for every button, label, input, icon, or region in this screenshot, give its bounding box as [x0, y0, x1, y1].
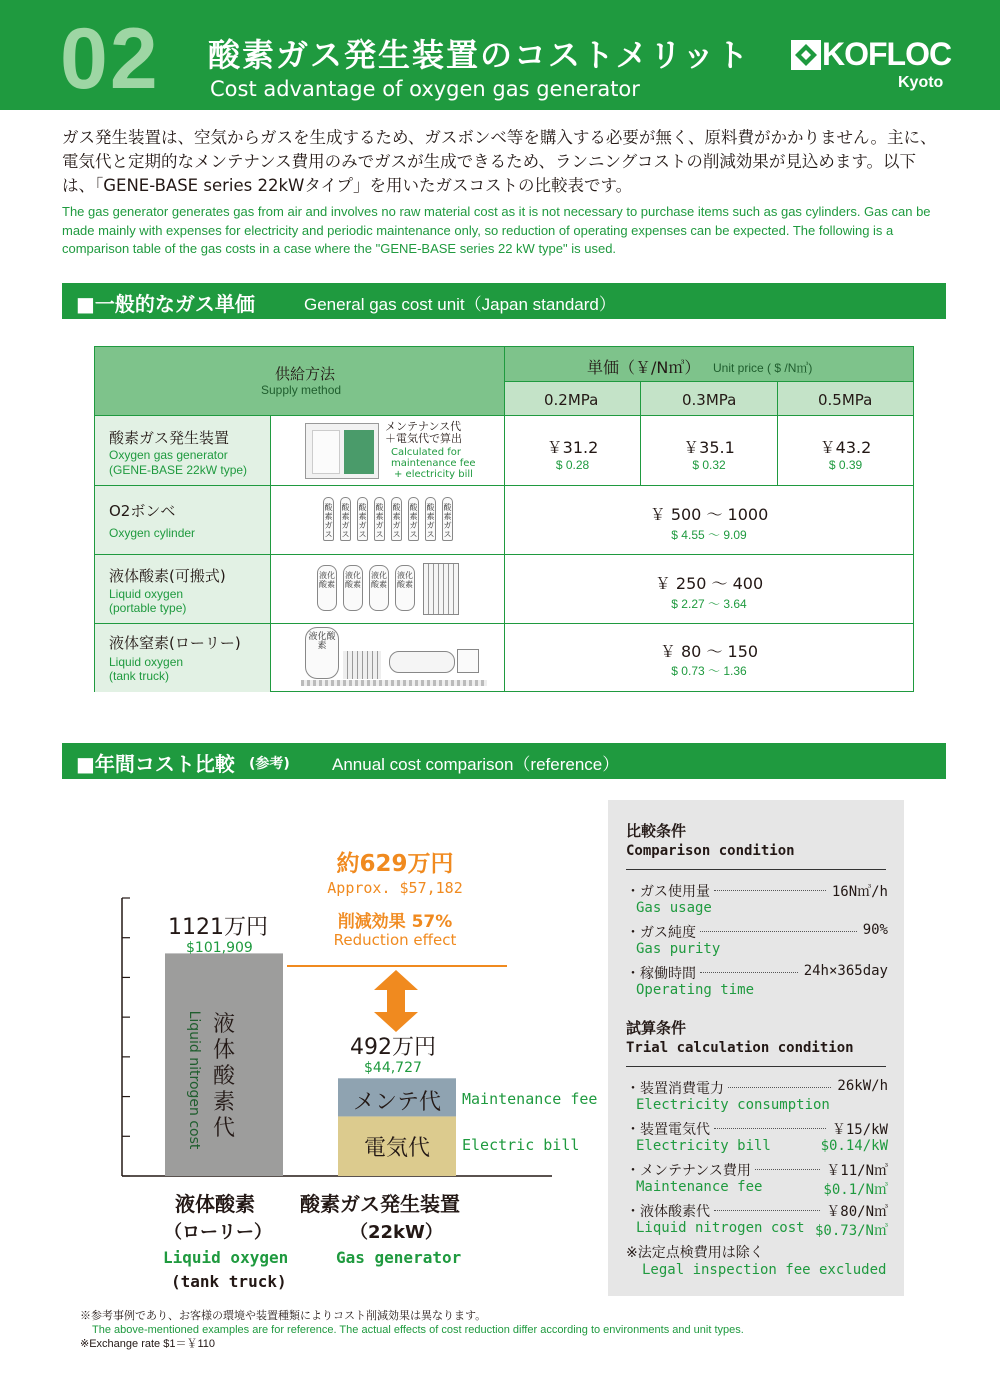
cylinder-icon: 酸素ガス [442, 497, 453, 541]
saving-usd: Approx. $57,182 [327, 879, 463, 897]
condition-key-en: Gas purity [636, 941, 721, 957]
footer-note-3: ※Exchange rate $1＝￥110 [80, 1338, 215, 1350]
condition-value: ￥80/N㎥ [826, 1204, 888, 1220]
row-liquid-truck-en2: (tank truck) [109, 669, 170, 683]
divider [626, 869, 886, 870]
trial-condition-title-en: Trial calculation condition [626, 1040, 854, 1056]
leader-dots [700, 931, 857, 932]
bar2-maint-jp: メンテ代 [352, 1090, 441, 1115]
pressure-0-3: 0.3MPa [682, 391, 737, 409]
page-title-en: Cost advantage of oxygen gas generator [210, 77, 640, 101]
row-generator-jp: 酸素ガス発生装置 [109, 429, 230, 447]
cylinder-icon: 酸素ガス [391, 497, 402, 541]
divider [95, 623, 913, 624]
bar1-inner-en: Liquid nitrogen cost [186, 1010, 202, 1150]
pressure-0-5: 0.5MPa [818, 391, 873, 409]
vaporizer-icon [423, 563, 459, 615]
ground-icon [301, 680, 487, 686]
condition-value: 16N㎥/h [831, 884, 888, 900]
condition-key: ・ガス純度 [626, 925, 696, 941]
saving-reference-line [287, 965, 507, 967]
condition-key: ・装置消費電力 [626, 1081, 724, 1097]
saving-rate: 削減効果 57% [337, 912, 453, 932]
leader-dots [700, 972, 798, 973]
row-liquid-portable-en2: (portable type) [109, 601, 187, 615]
condition-value: ￥11/N㎥ [826, 1163, 888, 1179]
condition-key: ・ガス使用量 [626, 884, 710, 900]
trial-condition-title: 試算条件 [626, 1019, 687, 1037]
supply-method-en: Supply method [261, 383, 342, 397]
category1-en1: Liquid oxygen [163, 1248, 289, 1267]
kofloc-logo-icon [791, 40, 821, 70]
divider [95, 554, 913, 555]
condition-key: ・液体酸素代 [626, 1204, 710, 1220]
generator-price-0-5: ￥43.2 [819, 438, 872, 457]
legal-note-en: Legal inspection fee excluded [642, 1262, 887, 1278]
category2-en1: Gas generator [336, 1248, 462, 1267]
row-liquid-truck-jp: 液体窒素(ローリー) [109, 634, 241, 652]
row-liquid-portable-jp: 液体酸素(可搬式) [109, 567, 226, 585]
condition-key-en: Maintenance fee [636, 1179, 763, 1195]
tank-truck-icon [301, 627, 491, 689]
divider [626, 1066, 886, 1067]
section2-title-jp: ■年間コスト比較 [76, 752, 235, 776]
generator-note-en1: Calculated for [391, 447, 461, 458]
condition-value-en: $0.73/N㎥ [814, 1223, 888, 1239]
generator-unit-icon [305, 423, 379, 479]
intro-text-jp: ガス発生装置は、空気からガスを生成するため、ガスボンベ等を購入する必要が無く、原料費がかかりません。主に、電気代と定期的なメンテナンス費用のみでガスが生成できるため、ランニングコストの削減効果が見込めます。以下は、「GENE-BASE series 22kWタイプ」を用いたガスコストの比較表です。 [62, 128, 937, 195]
condition-value: 90% [862, 922, 888, 938]
row-generator-en2: (GENE-BASE 22kW type) [109, 463, 248, 477]
footer-notes [80, 1309, 744, 1351]
leader-dots [714, 890, 826, 891]
cylinder-icon: 酸素ガス [425, 497, 436, 541]
condition-key-en: Operating time [636, 982, 755, 998]
pressure-0-2: 0.2MPa [544, 391, 599, 409]
divider [95, 415, 913, 416]
generator-price-0-2: ￥31.2 [546, 438, 599, 457]
legal-note-jp: ※法定点検費用は除く [626, 1245, 764, 1261]
row-liquid-truck-en1: Liquid oxygen [109, 655, 184, 669]
category1-jp1: 液体酸素 [175, 1192, 255, 1216]
cylinder-usd: $ 4.55 ～ 9.09 [671, 528, 747, 542]
bar1-inner-jp: 液体酸素代 [212, 1012, 235, 1141]
leader-dots [714, 1210, 820, 1211]
truck-tank-icon [389, 651, 455, 673]
liquid-portable-usd: $ 2.27 ～ 3.64 [671, 597, 747, 611]
section2-title-small: (参考) [249, 756, 290, 772]
row-cylinder-jp: O2ボンベ [109, 502, 176, 520]
gas-cylinders-icon [323, 493, 463, 549]
cylinder-icon: 酸素ガス [340, 497, 351, 541]
liquid-truck-usd: $ 0.73 ～ 1.36 [671, 664, 747, 678]
leader-dots [755, 1169, 820, 1170]
bar2-maint-en: Maintenance fee [462, 1090, 598, 1108]
cylinder-icon: 酸素ガス [323, 497, 334, 541]
cylinder-icon: 酸素ガス [374, 497, 385, 541]
logo-name: KOFLOC [822, 36, 952, 72]
section-title-en: General gas cost unit（Japan standard） [304, 295, 616, 314]
divider [504, 381, 913, 382]
container-icon: 液化酸素 [317, 565, 337, 611]
unit-price-en: Unit price ( $ /N㎥) [713, 361, 813, 375]
saving-amount: 約629万円 [336, 851, 454, 877]
cylinder-price: ￥ 500 ～ 1000 [649, 505, 769, 524]
section-title-jp: ■一般的なガス単価 [76, 292, 255, 316]
row-cylinder-en: Oxygen cylinder [109, 526, 196, 540]
page-header [0, 0, 1000, 110]
cylinder-icon: 酸素ガス [357, 497, 368, 541]
generator-usd-0-3: $ 0.32 [692, 458, 726, 472]
comparison-condition-title: 比較条件 [626, 822, 687, 840]
section-heading-annual-cost [62, 743, 946, 779]
generator-usd-0-5: $ 0.39 [828, 458, 863, 472]
generator-price-0-3: ￥35.1 [683, 438, 735, 457]
bar2-value-label: 492万円 [350, 1035, 436, 1060]
condition-key-en: Liquid nitrogen cost [636, 1220, 805, 1236]
row-liquid-portable-en1: Liquid oxygen [109, 587, 184, 601]
liquid-portable-price: ￥ 250 ～ 400 [654, 574, 764, 593]
row-generator-en1: Oxygen gas generator [109, 448, 228, 462]
generator-note-jp1: メンテナンス代 [385, 420, 462, 433]
generator-note-en3: + electricity bill [394, 469, 473, 480]
gas-cost-table [94, 346, 914, 692]
comparison-condition-title-en: Comparison condition [626, 843, 795, 859]
footer-note-1: ※参考事例であり、お客様の環境や装置種類によりコスト削減効果は異なります。 [80, 1310, 487, 1322]
condition-key-en: Gas usage [636, 900, 712, 916]
condition-key: ・装置電気代 [626, 1122, 710, 1138]
liquid-containers-icon [317, 561, 467, 619]
generator-note-jp2: ＋電気代で算出 [385, 432, 462, 445]
bar2-usd-label: $44,727 [364, 1060, 422, 1076]
condition-value: 26kW/h [837, 1078, 888, 1094]
category2-jp1: 酸素ガス発生装置 [300, 1192, 460, 1216]
section2-title-en: Annual cost comparison（reference） [332, 755, 620, 774]
bar2-elec-jp: 電気代 [363, 1136, 430, 1161]
condition-key-en: Electricity bill [636, 1138, 771, 1154]
condition-value: ￥15/kW [831, 1122, 888, 1138]
bar1-value-label: 1121万円 [168, 915, 268, 940]
supply-method-label: 供給方法 [275, 365, 336, 383]
section-number: 02 [60, 11, 160, 107]
category1-jp2: （ローリー） [164, 1222, 272, 1243]
annual-cost-chart [0, 790, 600, 1300]
truck-cab-icon [457, 649, 479, 673]
category2-jp2: （22kW） [350, 1222, 443, 1243]
container-icon: 液化酸素 [395, 565, 415, 611]
bar2-elec-en: Electric bill [462, 1136, 580, 1154]
page-title-jp: 酸素ガス発生装置のコストメリット [208, 36, 751, 74]
bar1-usd-label: $101,909 [186, 940, 253, 956]
divider [95, 485, 913, 486]
container-icon: 液化酸素 [369, 565, 389, 611]
vaporizer-icon [343, 651, 381, 679]
condition-value: 24h×365day [803, 963, 888, 979]
saving-rate-en: Reduction effect [333, 931, 457, 949]
leader-dots [728, 1087, 831, 1088]
generator-note-en2: maintenance fee [391, 458, 476, 469]
unit-price-label: 単価（￥/N㎥） [587, 358, 701, 377]
container-icon: 液化酸素 [343, 565, 363, 611]
liquid-truck-price: ￥ 80 ～ 150 [659, 642, 759, 661]
intro-text-en: The gas generator generates gas from air and involves no raw material cost as it is not necessary to purchase items such as gas cylinders. Gas can be made mainly with expenses for electricity and periodic maintenance only, so reduction of operating expenses can be expected. The following is a comparison table of the gas costs in a case where the "GENE-BASE series 22 kW type" is used. [62, 204, 931, 256]
cylinder-icon: 酸素ガス [408, 497, 419, 541]
leader-dots [714, 1128, 826, 1129]
condition-key: ・メンテナンス費用 [626, 1163, 751, 1179]
condition-value-en: $0.14/kW [820, 1138, 888, 1154]
footer-note-2: The above-mentioned examples are for reference. The actual effects of cost reduction differ according to environments and unit types. [92, 1324, 744, 1336]
condition-value-en: $0.1/N㎥ [823, 1182, 888, 1198]
saving-double-arrow-icon [372, 970, 420, 1032]
category1-en2: (tank truck) [171, 1272, 287, 1291]
logo-city: Kyoto [898, 74, 944, 91]
condition-key: ・稼働時間 [626, 966, 696, 982]
conditions-panel [608, 800, 904, 1296]
section-heading-gas-cost [62, 283, 946, 319]
storage-tank-icon: 液化酸素 [305, 627, 339, 679]
generator-usd-0-2: $ 0.28 [555, 458, 590, 472]
condition-key-en: Electricity consumption [636, 1097, 830, 1113]
